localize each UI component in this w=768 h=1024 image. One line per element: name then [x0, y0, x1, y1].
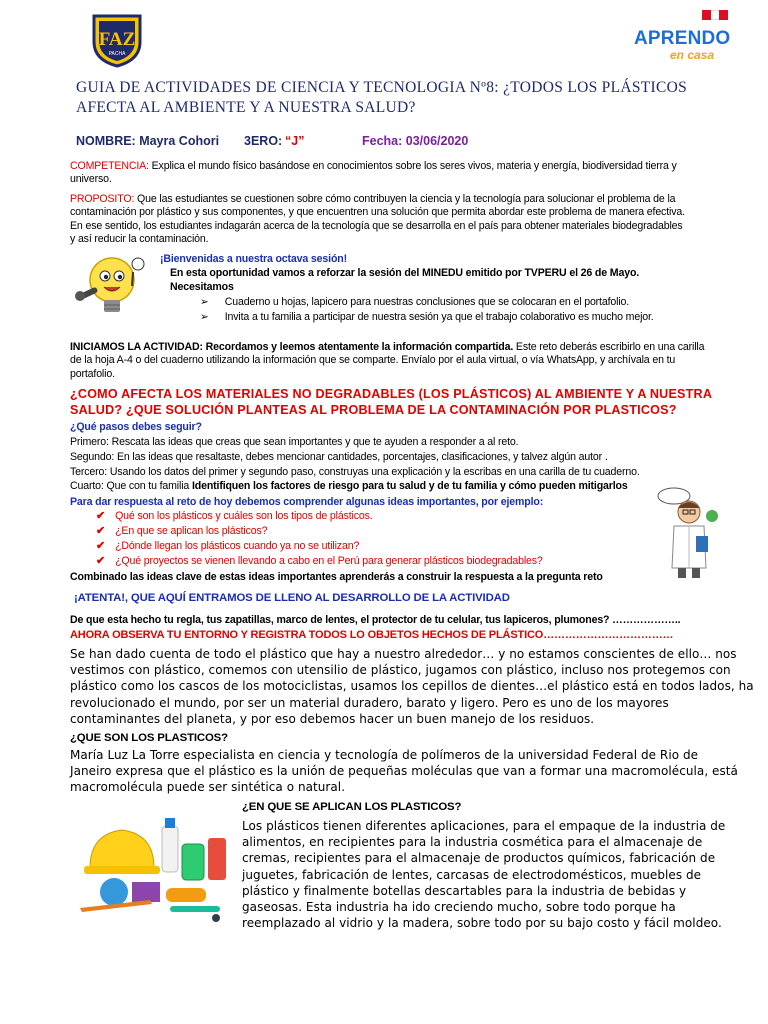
inicio-line-3: portafolio. — [70, 367, 115, 380]
ideas-closing: Combinado las ideas clave de estas ideas importantes aprenderás a construir la respuesta a la pregunta reto — [70, 571, 603, 583]
que-son-line-3: macromolécula puede ser sintética o natural. — [70, 780, 346, 795]
arrow-bullet-icon: ➢ — [200, 311, 209, 323]
que-son-line-1: María Luz La Torre especialista en ciencia y tecnología de polímeros de la universidad Federal de Rio de — [70, 748, 699, 762]
arrow-bullet-icon: ➢ — [200, 296, 209, 308]
plastico-line-4: revolucionado el mundo, por ser un material duradero, barato y ligero. Pero es uno de los mayores — [70, 695, 669, 710]
aplican-line-3: cremas, recipientes para el almacenaje de productos químicos, fabricación de — [242, 851, 716, 866]
que-son-paragraph — [70, 747, 738, 796]
inicio-bold: INICIAMOS LA ACTIVIDAD: Recordamos y leemos atentamente la información compartida. — [70, 341, 514, 353]
competencia-block — [70, 160, 730, 187]
aplican-line-1: Los plásticos tienen diferentes aplicaciones, para el empaque de la industria de — [242, 819, 726, 833]
idea-item-2: ✔ ¿En que se aplican los plásticos? — [96, 525, 268, 537]
inicio-block — [70, 341, 734, 381]
needs-item-1: ➢ Cuaderno u hojas, lapicero para nuestras conclusiones que se colocaran en el portafolio. — [200, 296, 630, 308]
needs-label: Necesitamos — [170, 281, 234, 293]
proposito-text: Que las estudiantes se cuestionen sobre cómo contribuyen la ciencia y la tecnología para solucionar el problema de la — [134, 193, 676, 205]
svg-text:FAZ: FAZ — [98, 29, 136, 50]
welcome-intro: En esta oportunidad vamos a reforzar la sesión del MINEDU emitido por TVPERU el 26 de Mayo. — [170, 267, 640, 279]
competencia-text: Explica el mundo físico basándose en conocimientos sobre los seres vivos, materia y energía, biodiversidad tierra y — [148, 160, 677, 172]
plastic-objects-illustration — [70, 808, 236, 926]
paso-segundo: Segundo: En las ideas que resaltaste, debes mencionar cantidades, porcentajes, clasificaciones, y talvez algún autor . — [70, 451, 608, 463]
plastico-line-5: contaminantes del planeta, y por eso debemos hacer un buen manejo de los residuos. — [70, 711, 595, 726]
checkmark-icon: ✔ — [96, 510, 106, 522]
title-line-2: AFECTA AL AMBIENTE Y A NUESTRA SALUD? — [76, 99, 416, 116]
idea-item-1: ✔ Qué son los plásticos y cuáles son los tipos de plásticos. — [96, 510, 373, 522]
needs-item-2: ➢ Invita a tu familia a participar de nuestra sesión ya que el trabajo colaborativo es mucho mejor. — [200, 311, 654, 323]
checkmark-icon: ✔ — [96, 540, 106, 552]
ideas-intro: Para dar respuesta al reto de hoy debemos comprender algunas ideas importantes, por ejemplo: — [70, 496, 544, 508]
lightbulb-mascot-illustration — [70, 250, 155, 322]
plastico-paragraph — [70, 646, 754, 727]
observa-instruction: AHORA OBSERVA TU ENTORNO Y REGISTRA TODOS LO OBJETOS HECHOS DE PLÁSTICO……………………………… — [70, 629, 674, 641]
pasos-heading: ¿Qué pasos debes seguir? — [70, 421, 202, 433]
aprendo-en-casa-logo — [630, 10, 730, 66]
svg-text:PACHA: PACHA — [108, 51, 126, 57]
reto-line-1: ¿COMO AFECTA LOS MATERIALES NO DEGRADABLES (LOS PLÁSTICOS) AL AMBIENTE Y A NUESTRA — [70, 387, 713, 401]
paso-primero: Primero: Rescata las ideas que creas que sean importantes y que te ayuden a responder a al reto. — [70, 436, 519, 448]
reto-question — [70, 386, 730, 418]
school-logo — [88, 12, 146, 68]
welcome-greeting: ¡Bienvenidas a nuestra octava sesión! — [160, 253, 347, 265]
idea-item-3: ✔ ¿Dónde llegan los plásticos cuando ya no se utilizan? — [96, 540, 360, 552]
que-son-line-2: Janeiro expresa que el plástico es la unión de pequeñas moléculas que van a formar una macromolécula, está — [70, 764, 738, 779]
proposito-label: PROPOSITO: — [70, 193, 135, 205]
reto-line-2: SALUD? ¿QUE SOLUCIÓN PLANTEAS AL PROBLEMA DE LA CONTAMINACIÓN POR PLASTICOS? — [70, 403, 677, 417]
plastico-line-2: vestimos con plástico, comemos con utensilio de plástico, jugamos con plástico, incluso nos protegemos con — [70, 663, 731, 678]
paso-cuarto: Cuarto: Que con tu familia Identifiquen los factores de riesgo para tu salud y de tu familia y cómo pueden mitigarlos — [70, 480, 628, 492]
inicio-line-2: de la hoja A-4 o del cuaderno utilizando la información que se comparte. Envíalo por el aula virtual, o vía WhatsApp, y archívala en tu — [70, 354, 676, 367]
proposito-text-2: contaminación por plástico y sus componentes, y que encuentren una solución que permita abordar este problema de manera efectiva. — [70, 206, 685, 219]
pregunta-hecho: De que esta hecho tu regla, tus zapatillas, marco de lentes, el protector de tu celular, tus lapiceros, plumones? ……………….. — [70, 614, 681, 626]
aplican-line-5: plástico y finalmente botellas descartables para la industria de bebidas y — [242, 883, 687, 898]
competencia-label: COMPETENCIA: — [70, 160, 149, 172]
checkmark-icon: ✔ — [96, 555, 106, 567]
date: Fecha: 03/06/2020 — [362, 134, 469, 148]
scientist-illustration — [656, 486, 722, 581]
idea-item-4: ✔ ¿Qué proyectos se vienen llevando a cabo en el Perú para generar plásticos biodegradables? — [96, 555, 543, 567]
student-name: NOMBRE: Mayra Cohori — [76, 134, 220, 148]
atenta-heading: ¡ATENTA!, QUE AQUÍ ENTRAMOS DE LLENO AL DESARROLLO DE LA ACTIVIDAD — [74, 592, 510, 604]
checkmark-icon: ✔ — [96, 525, 106, 537]
aplican-paragraph — [242, 818, 734, 931]
paso-tercero: Tercero: Usando los datos del primer y segundo paso, construyas una explicación y la escribas en una carilla de tu cuaderno. — [70, 466, 640, 478]
competencia-text-2: universo. — [70, 173, 112, 186]
proposito-block — [70, 193, 730, 247]
proposito-text-4: y así reducir la contaminación. — [70, 233, 209, 246]
aplican-line-7: reemplazado al vidrio y la madera, sobre todo por su bajo costo y fácil moldeo. — [242, 916, 722, 931]
plastico-line-1: Se han dado cuenta de todo el plástico que hay a nuestro alrededor… y no estamos conscientes de ello… nos — [70, 647, 737, 661]
aplican-line-2: alimentos, en recipientes para la industria cosmética para el almacenaje de — [242, 835, 703, 850]
aplican-line-4: juguetes, fabricación de lentes, carcasas de electrodomésticos, muebles de — [242, 867, 702, 882]
aprendo-logo-sub: en casa — [670, 48, 715, 62]
title-line-1: GUIA DE ACTIVIDADES DE CIENCIA Y TECNOLOGIA Nº8: ¿TODOS LOS PLÁSTICOS — [76, 79, 688, 96]
aprendo-logo-main: APRENDO — [634, 28, 731, 49]
paso-cuarto-bold: Identifiquen los factores de riesgo para tu salud y de tu familia y cómo pueden mitigarlos — [191, 480, 628, 492]
inicio-rest: Este reto deberás escribirlo en una carilla — [513, 341, 705, 353]
que-son-heading: ¿QUE SON LOS PLASTICOS? — [70, 732, 228, 744]
proposito-text-3: En ese sentido, los estudiantes indagarán acerca de la tecnología que se desarrolla en el país para obtener materiales biodegradables — [70, 219, 683, 232]
page-title — [76, 78, 716, 118]
plastico-line-3: plástico como los cascos de los motociclistas, usamos los cepillos de dientes…el plástico está en todos lados, ha — [70, 679, 754, 694]
peru-flag-icon — [702, 10, 728, 20]
aplican-line-6: gaseosas. Esta industria ha ido creciendo mucho, sobre todo porque ha — [242, 900, 676, 915]
grade-label: 3ERO: — [244, 134, 283, 148]
aplican-heading: ¿EN QUE SE APLICAN LOS PLASTICOS? — [242, 801, 462, 813]
grade-value: “J” — [285, 134, 305, 148]
